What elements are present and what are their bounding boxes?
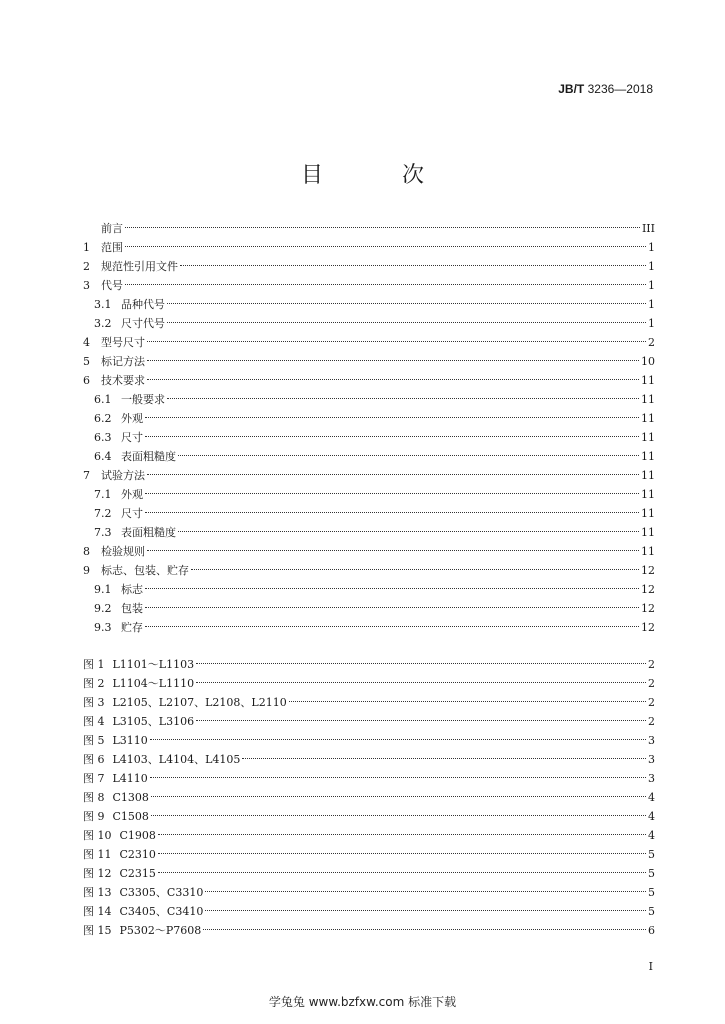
toc-entry-page: 12 bbox=[641, 583, 655, 596]
figure-entry[interactable] bbox=[83, 921, 655, 940]
toc-entry-label: 规范性引用文件 bbox=[101, 260, 178, 273]
dot-leader bbox=[145, 588, 639, 589]
toc-entry-label: 范围 bbox=[101, 241, 123, 254]
page-title: 目 次 bbox=[301, 163, 460, 188]
dot-leader bbox=[145, 607, 639, 608]
toc-entry-number: 7 bbox=[83, 469, 90, 482]
toc-entry-label: 尺寸代号 bbox=[121, 317, 165, 330]
dot-leader bbox=[145, 417, 639, 418]
figure-number: 图 15 bbox=[83, 924, 112, 937]
standard-code bbox=[558, 82, 653, 96]
toc-entry-page: 11 bbox=[641, 526, 655, 539]
toc-entry[interactable] bbox=[83, 580, 655, 599]
figure-number: 图 3 bbox=[83, 696, 105, 709]
figure-entry[interactable] bbox=[83, 655, 655, 674]
figure-label: C3405、C3410 bbox=[119, 905, 204, 918]
toc-entry-number: 6.4 bbox=[94, 450, 112, 463]
figure-label: C2310 bbox=[119, 848, 156, 861]
toc-entry[interactable] bbox=[83, 599, 655, 618]
figure-number: 图 10 bbox=[83, 829, 112, 842]
toc-entry-page: 11 bbox=[641, 507, 655, 520]
table-of-contents bbox=[83, 219, 655, 637]
toc-entry-label: 包装 bbox=[121, 602, 143, 615]
figure-label: L4110 bbox=[112, 772, 148, 785]
toc-entry-label: 检验规则 bbox=[101, 545, 145, 558]
dot-leader bbox=[147, 341, 646, 342]
toc-entry-number: 8 bbox=[83, 545, 90, 558]
figure-entry[interactable] bbox=[83, 750, 655, 769]
toc-entry-page: 12 bbox=[641, 621, 655, 634]
dot-leader bbox=[150, 739, 646, 740]
toc-entry[interactable] bbox=[83, 428, 655, 447]
dot-leader bbox=[125, 227, 640, 228]
dot-leader bbox=[178, 455, 639, 456]
toc-entry-number: 3.1 bbox=[94, 298, 112, 311]
toc-entry-label: 表面粗糙度 bbox=[121, 526, 176, 539]
figure-page: 5 bbox=[648, 905, 655, 918]
toc-entry-page: III bbox=[641, 222, 655, 235]
figure-entry[interactable] bbox=[83, 712, 655, 731]
dot-leader bbox=[147, 474, 639, 475]
dot-leader bbox=[242, 758, 646, 759]
toc-entry-number: 9.3 bbox=[94, 621, 112, 634]
toc-entry-label: 尺寸 bbox=[121, 507, 143, 520]
dot-leader bbox=[145, 436, 639, 437]
figure-label: L1104～L1110 bbox=[112, 677, 195, 690]
figure-label: L3105、L3106 bbox=[112, 715, 195, 728]
toc-entry-page: 1 bbox=[648, 298, 655, 311]
standard-prefix: JB/T bbox=[558, 82, 585, 96]
dot-leader bbox=[203, 929, 646, 930]
dot-leader bbox=[191, 569, 639, 570]
toc-entry-page: 1 bbox=[648, 241, 655, 254]
figure-number: 图 9 bbox=[83, 810, 105, 823]
figure-entry[interactable] bbox=[83, 731, 655, 750]
dot-leader bbox=[205, 891, 646, 892]
toc-entry-label: 标记方法 bbox=[101, 355, 145, 368]
dot-leader bbox=[167, 303, 646, 304]
figure-number: 图 14 bbox=[83, 905, 112, 918]
toc-entry-number: 4 bbox=[83, 336, 90, 349]
toc-entry-number: 7.1 bbox=[94, 488, 112, 501]
toc-entry-number: 1 bbox=[83, 241, 90, 254]
toc-entry-page: 11 bbox=[641, 412, 655, 425]
figure-page: 2 bbox=[648, 658, 655, 671]
toc-entry-label: 贮存 bbox=[121, 621, 143, 634]
figure-number: 图 13 bbox=[83, 886, 112, 899]
watermark-text: 学兔兔 www.bzfxw.com 标准下载 bbox=[268, 995, 457, 1009]
toc-entry[interactable] bbox=[83, 466, 655, 485]
toc-entry-page: 1 bbox=[648, 317, 655, 330]
toc-entry-number: 6.1 bbox=[94, 393, 112, 406]
page-number: I bbox=[648, 960, 653, 973]
toc-entry-label: 外观 bbox=[121, 412, 143, 425]
toc-entry[interactable] bbox=[83, 238, 655, 257]
toc-entry[interactable] bbox=[83, 257, 655, 276]
figure-page: 3 bbox=[648, 772, 655, 785]
dot-leader bbox=[167, 322, 646, 323]
figure-number: 图 1 bbox=[83, 658, 105, 671]
figure-entry[interactable] bbox=[83, 826, 655, 845]
dot-leader bbox=[178, 531, 639, 532]
dot-leader bbox=[167, 398, 639, 399]
figure-page: 2 bbox=[648, 677, 655, 690]
toc-entry[interactable] bbox=[83, 523, 655, 542]
dot-leader bbox=[147, 550, 639, 551]
figure-page: 2 bbox=[648, 696, 655, 709]
figure-label: C3305、C3310 bbox=[119, 886, 204, 899]
figure-entry[interactable] bbox=[83, 769, 655, 788]
figure-entry[interactable] bbox=[83, 674, 655, 693]
figure-page: 6 bbox=[648, 924, 655, 937]
dot-leader bbox=[125, 284, 646, 285]
dot-leader bbox=[145, 626, 639, 627]
figure-number: 图 6 bbox=[83, 753, 105, 766]
dot-leader bbox=[147, 360, 639, 361]
dot-leader bbox=[145, 493, 639, 494]
toc-entry[interactable] bbox=[83, 314, 655, 333]
dot-leader bbox=[158, 853, 646, 854]
toc-entry-number: 9 bbox=[83, 564, 90, 577]
figure-number: 图 12 bbox=[83, 867, 112, 880]
figure-entry[interactable] bbox=[83, 883, 655, 902]
list-of-figures bbox=[83, 655, 655, 940]
figure-number: 图 4 bbox=[83, 715, 105, 728]
toc-entry-page: 11 bbox=[641, 450, 655, 463]
dot-leader bbox=[158, 834, 646, 835]
toc-entry-label: 型号尺寸 bbox=[101, 336, 145, 349]
toc-entry-number: 2 bbox=[83, 260, 90, 273]
toc-entry-number: 7.3 bbox=[94, 526, 112, 539]
figure-number: 图 7 bbox=[83, 772, 105, 785]
dot-leader bbox=[158, 872, 646, 873]
figure-page: 3 bbox=[648, 734, 655, 747]
figure-label: L1101～L1103 bbox=[112, 658, 195, 671]
toc-entry[interactable] bbox=[83, 485, 655, 504]
toc-entry-label: 技术要求 bbox=[101, 374, 145, 387]
figure-page: 5 bbox=[648, 848, 655, 861]
toc-entry-page: 12 bbox=[641, 564, 655, 577]
figure-label: L3110 bbox=[112, 734, 148, 747]
figure-page: 5 bbox=[648, 867, 655, 880]
toc-entry[interactable] bbox=[83, 447, 655, 466]
figure-label: P5302～P7608 bbox=[119, 924, 202, 937]
toc-entry-label: 代号 bbox=[101, 279, 123, 292]
figure-label: C1308 bbox=[112, 791, 149, 804]
figure-label: L2105、L2107、L2108、L2110 bbox=[112, 696, 287, 709]
toc-entry-number: 6 bbox=[83, 374, 90, 387]
toc-entry[interactable] bbox=[83, 219, 655, 238]
figure-entry[interactable] bbox=[83, 693, 655, 712]
toc-entry-page: 1 bbox=[648, 279, 655, 292]
dot-leader bbox=[196, 720, 646, 721]
toc-entry-number: 3.2 bbox=[94, 317, 112, 330]
dot-leader bbox=[151, 815, 646, 816]
figure-page: 4 bbox=[648, 791, 655, 804]
standard-number: 3236—2018 bbox=[587, 82, 653, 96]
toc-entry[interactable] bbox=[83, 276, 655, 295]
dot-leader bbox=[147, 379, 639, 380]
toc-entry-page: 2 bbox=[648, 336, 655, 349]
figure-page: 2 bbox=[648, 715, 655, 728]
toc-entry[interactable] bbox=[83, 409, 655, 428]
dot-leader bbox=[151, 796, 646, 797]
figure-label: C2315 bbox=[119, 867, 156, 880]
toc-entry-label: 尺寸 bbox=[121, 431, 143, 444]
toc-entry[interactable] bbox=[83, 295, 655, 314]
toc-entry-number: 9.2 bbox=[94, 602, 112, 615]
dot-leader bbox=[205, 910, 646, 911]
figure-entry[interactable] bbox=[83, 864, 655, 883]
toc-entry-label: 试验方法 bbox=[101, 469, 145, 482]
toc-entry[interactable] bbox=[83, 542, 655, 561]
toc-entry-page: 11 bbox=[641, 431, 655, 444]
toc-entry-page: 11 bbox=[641, 545, 655, 558]
toc-entry-page: 11 bbox=[641, 469, 655, 482]
toc-entry[interactable] bbox=[83, 618, 655, 637]
dot-leader bbox=[145, 512, 639, 513]
toc-entry-number: 5 bbox=[83, 355, 90, 368]
toc-entry-label: 标志、包装、贮存 bbox=[101, 564, 189, 577]
toc-entry[interactable] bbox=[83, 333, 655, 352]
toc-entry-number: 9.1 bbox=[94, 583, 112, 596]
toc-entry-page: 11 bbox=[641, 393, 655, 406]
toc-entry-label: 表面粗糙度 bbox=[121, 450, 176, 463]
figure-page: 3 bbox=[648, 753, 655, 766]
toc-entry-page: 12 bbox=[641, 602, 655, 615]
toc-entry-page: 11 bbox=[641, 488, 655, 501]
figure-entry[interactable] bbox=[83, 788, 655, 807]
figure-entry[interactable] bbox=[83, 845, 655, 864]
dot-leader bbox=[125, 246, 646, 247]
figure-number: 图 2 bbox=[83, 677, 105, 690]
dot-leader bbox=[180, 265, 646, 266]
figure-number: 图 5 bbox=[83, 734, 105, 747]
toc-entry-label: 前言 bbox=[101, 222, 123, 235]
figure-page: 5 bbox=[648, 886, 655, 899]
figure-label: C1508 bbox=[112, 810, 149, 823]
toc-entry-label: 品种代号 bbox=[121, 298, 165, 311]
dot-leader bbox=[289, 701, 646, 702]
figure-page: 4 bbox=[648, 829, 655, 842]
toc-entry-label: 一般要求 bbox=[121, 393, 165, 406]
toc-entry[interactable] bbox=[83, 504, 655, 523]
toc-entry[interactable] bbox=[83, 352, 655, 371]
toc-entry-label: 外观 bbox=[121, 488, 143, 501]
toc-entry[interactable] bbox=[83, 390, 655, 409]
toc-entry-number: 6.2 bbox=[94, 412, 112, 425]
toc-entry-number: 3 bbox=[83, 279, 90, 292]
figure-label: L4103、L4104、L4105 bbox=[112, 753, 241, 766]
toc-entry-number: 6.3 bbox=[94, 431, 112, 444]
figure-entry[interactable] bbox=[83, 807, 655, 826]
toc-entry-page: 10 bbox=[641, 355, 655, 368]
dot-leader bbox=[196, 682, 646, 683]
figure-page: 4 bbox=[648, 810, 655, 823]
toc-entry-label: 标志 bbox=[121, 583, 143, 596]
toc-entry-page: 11 bbox=[641, 374, 655, 387]
figure-label: C1908 bbox=[119, 829, 156, 842]
toc-entry[interactable] bbox=[83, 371, 655, 390]
toc-entry[interactable] bbox=[83, 561, 655, 580]
figure-number: 图 11 bbox=[83, 848, 112, 861]
figure-entry[interactable] bbox=[83, 902, 655, 921]
toc-entry-number: 7.2 bbox=[94, 507, 112, 520]
figure-number: 图 8 bbox=[83, 791, 105, 804]
toc-entry-page: 1 bbox=[648, 260, 655, 273]
dot-leader bbox=[150, 777, 646, 778]
dot-leader bbox=[196, 663, 646, 664]
